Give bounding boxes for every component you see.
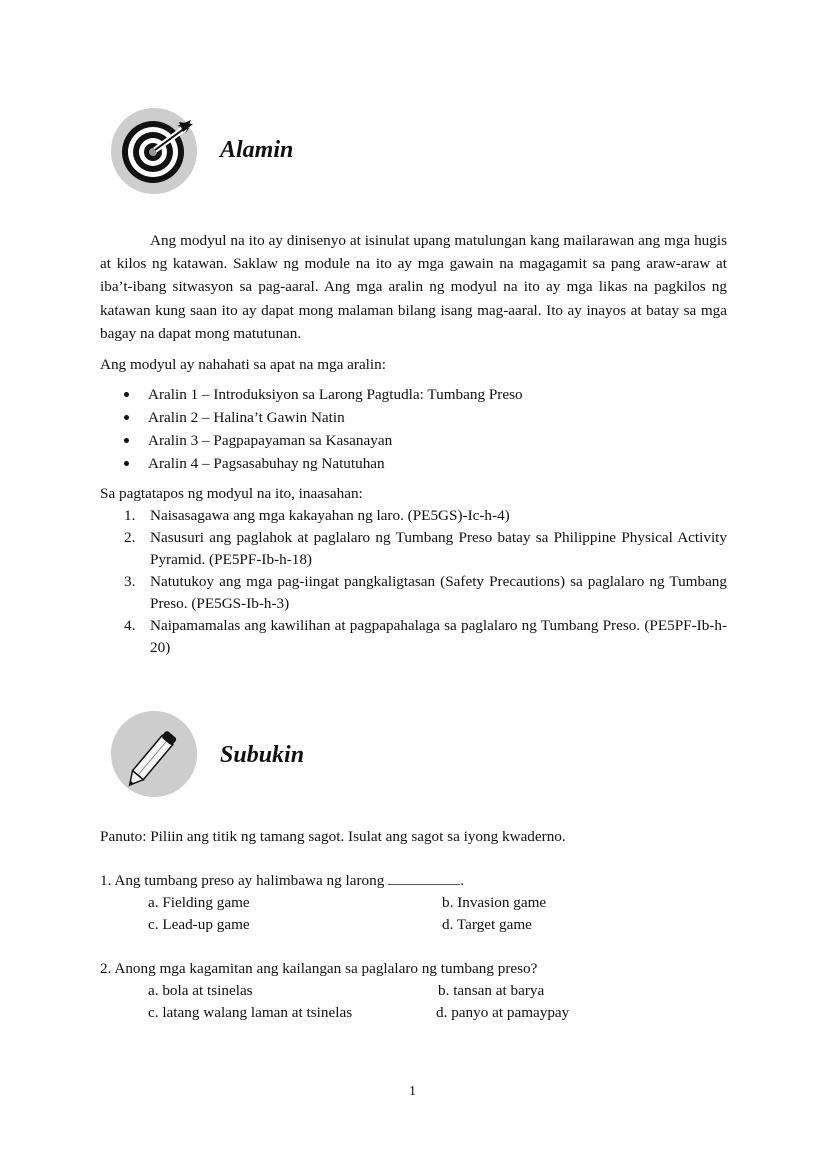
lesson-text: Aralin 3 – Pagpapayaman sa Kasanayan	[148, 432, 393, 449]
question-2: 2. Anong mga kagamitan ang kailangan sa paglalaro ng tumbang preso?	[100, 960, 538, 977]
option-a: a. Fielding game	[148, 894, 250, 911]
lessons-heading: Ang modyul ay nahahati sa apat na mga aralin:	[100, 356, 386, 373]
bullet-icon	[124, 461, 129, 466]
intro-text: Ang modyul na ito ay dinisenyo at isinulat upang matulungan kang mailarawan ang mga hugis at kilos ng katawan. Saklaw ng module na ito ay mga gawain na magagamit sa pang araw-araw at iba’t-ibang sitwasyon sa pag-aaral. Ang mga aralin ng modyul na ito ay mga likas na pagkilos ng katawan kung saan ito ay dapat mong malaman bilang isang mag-aaral. Ito ay inayos at batay sa mga bagay na dapat mong matutunan.	[100, 232, 727, 342]
option-d: d. Target game	[442, 916, 532, 933]
bullet-icon	[124, 438, 129, 443]
question-stem-end: .	[460, 872, 465, 889]
option-d: d. panyo at pamaypay	[436, 1004, 570, 1021]
lesson-text: Aralin 2 – Halina’t Gawin Natin	[148, 409, 345, 426]
objective-number: 4.	[124, 617, 136, 634]
section-title-subukin: Subukin	[220, 742, 305, 768]
section-title-alamin: Alamin	[220, 137, 294, 163]
objectives-list	[124, 505, 727, 659]
objective-item	[124, 505, 727, 527]
bullet-icon	[124, 392, 129, 397]
objective-text: Nasusuri ang paglahok at paglalaro ng Tumbang Preso batay sa Philippine Physical Activity Pyramid. (PE5PF-Ib-h-18)	[150, 529, 727, 568]
option-c: c. latang walang laman at tsinelas	[148, 1004, 353, 1021]
objective-number: 1.	[124, 507, 136, 524]
option-b: b. tansan at barya	[438, 982, 545, 999]
lesson-text: Aralin 4 – Pagsasabuhay ng Natutuhan	[148, 455, 385, 472]
objectives-heading: Sa pagtatapos ng modyul na ito, inaasahan:	[100, 485, 363, 502]
objective-text: Naipamamalas ang kawilihan at pagpapahalaga sa paglalaro ng Tumbang Preso. (PE5PF-Ib-h-20)	[150, 617, 727, 656]
option-c: c. Lead-up game	[148, 916, 250, 933]
objective-item	[124, 527, 727, 571]
objective-text: Naisasagawa ang mga kakayahan ng laro. (PE5GS)-Ic-h-4)	[150, 507, 510, 524]
lesson-item	[124, 430, 392, 452]
option-a: a. bola at tsinelas	[148, 982, 253, 999]
objective-item	[124, 615, 727, 659]
target-icon	[111, 108, 197, 194]
objective-number: 2.	[124, 529, 136, 546]
bullet-icon	[124, 415, 129, 420]
intro-paragraph	[100, 229, 727, 345]
objective-number: 3.	[124, 573, 136, 590]
question-stem: 1. Ang tumbang preso ay halimbawa ng larong	[100, 872, 385, 889]
instructions: Panuto: Piliin ang titik ng tamang sagot. Isulat ang sagot sa iyong kwaderno.	[100, 828, 566, 845]
lesson-item	[124, 453, 385, 475]
lesson-item	[124, 384, 523, 406]
option-b: b. Invasion game	[442, 894, 547, 911]
page-number: 1	[409, 1084, 416, 1099]
pencil-icon	[111, 711, 197, 797]
lesson-text: Aralin 1 – Introduksiyon sa Larong Pagtudla: Tumbang Preso	[148, 386, 523, 403]
lesson-item	[124, 407, 345, 429]
objective-item	[124, 571, 727, 615]
answer-blank	[388, 870, 460, 885]
objective-text: Natutukoy ang mga pag-iingat pangkaligtasan (Safety Precautions) sa paglalaro ng Tumbang Preso. (PE5GS-Ib-h-3)	[150, 573, 727, 612]
question-1	[100, 870, 464, 892]
